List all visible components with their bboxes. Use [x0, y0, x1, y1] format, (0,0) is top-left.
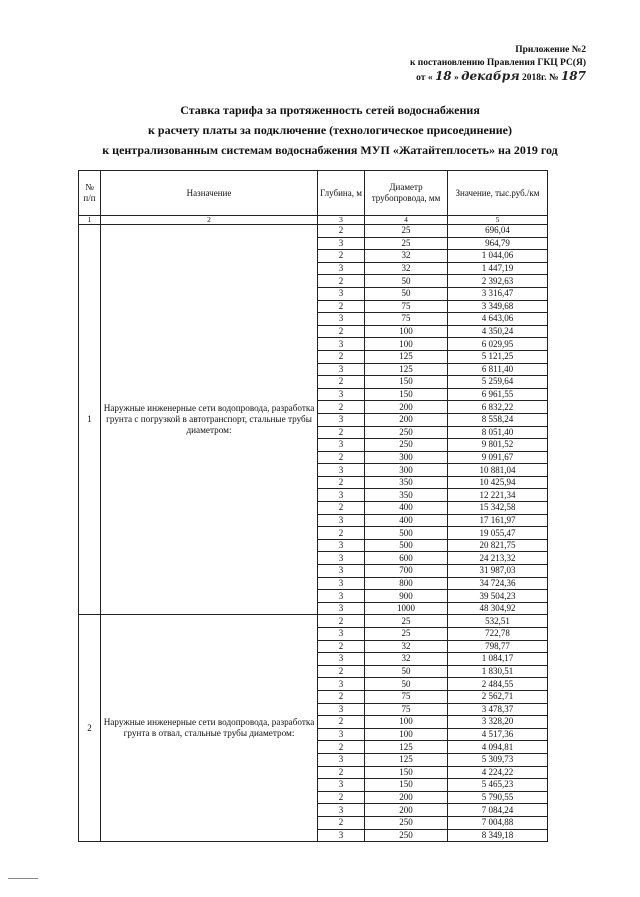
depth-cell: 3 [318, 577, 365, 590]
value-cell: 3 478,37 [448, 703, 548, 716]
diameter-cell: 350 [365, 476, 448, 489]
depth-cell: 2 [318, 716, 365, 729]
value-cell: 1 830,51 [448, 665, 548, 678]
depth-cell: 2 [318, 250, 365, 263]
date-year: 2018г. № [522, 73, 559, 83]
value-cell: 964,79 [448, 237, 548, 250]
header-purpose: Назначение [101, 171, 318, 216]
depth-cell: 3 [318, 313, 365, 326]
depth-cell: 3 [318, 539, 365, 552]
depth-cell: 2 [318, 225, 365, 238]
group-number: 1 [79, 225, 101, 615]
depth-cell: 3 [318, 678, 365, 691]
diameter-cell: 25 [365, 237, 448, 250]
col-number: 2 [101, 216, 318, 225]
depth-cell: 2 [318, 640, 365, 653]
depth-cell: 3 [318, 703, 365, 716]
date-month: декабря [461, 69, 520, 83]
value-cell: 9 801,52 [448, 439, 548, 452]
value-cell: 4 350,24 [448, 325, 548, 338]
depth-cell: 3 [318, 388, 365, 401]
diameter-cell: 350 [365, 489, 448, 502]
depth-cell: 2 [318, 816, 365, 829]
depth-cell: 2 [318, 325, 365, 338]
depth-cell: 2 [318, 275, 365, 288]
diameter-cell: 75 [365, 300, 448, 313]
depth-cell: 3 [318, 628, 365, 641]
col-number: 3 [318, 216, 365, 225]
value-cell: 24 213,32 [448, 552, 548, 565]
diameter-cell: 150 [365, 766, 448, 779]
diameter-cell: 300 [365, 451, 448, 464]
value-cell: 4 224,22 [448, 766, 548, 779]
appendix-header [410, 44, 586, 85]
appendix-label: Приложение №2 [515, 45, 586, 55]
value-cell: 34 724,36 [448, 577, 548, 590]
header-diameter: Диаметр трубопровода, мм [365, 171, 448, 216]
depth-cell: 3 [318, 464, 365, 477]
value-cell: 3 316,47 [448, 287, 548, 300]
title-line-3: к централизованным системам водоснабжения МУП «Жатайтеплосеть» на 2019 год [102, 143, 558, 157]
value-cell: 6 811,40 [448, 363, 548, 376]
depth-cell: 3 [318, 413, 365, 426]
diameter-cell: 250 [365, 816, 448, 829]
depth-cell: 3 [318, 804, 365, 817]
depth-cell: 3 [318, 552, 365, 565]
decree-date-line [416, 70, 586, 85]
diameter-cell: 125 [365, 350, 448, 363]
depth-cell: 2 [318, 741, 365, 754]
diameter-cell: 50 [365, 678, 448, 691]
value-cell: 6 961,55 [448, 388, 548, 401]
depth-cell: 2 [318, 401, 365, 414]
depth-cell: 3 [318, 829, 365, 842]
diameter-cell: 150 [365, 388, 448, 401]
diameter-cell: 400 [365, 514, 448, 527]
depth-cell: 2 [318, 426, 365, 439]
depth-cell: 3 [318, 237, 365, 250]
value-cell: 39 504,23 [448, 590, 548, 603]
depth-cell: 3 [318, 363, 365, 376]
value-cell: 12 221,34 [448, 489, 548, 502]
diameter-cell: 50 [365, 275, 448, 288]
col-number: 5 [448, 216, 548, 225]
col-number: 1 [79, 216, 101, 225]
diameter-cell: 125 [365, 363, 448, 376]
value-cell: 2 392,63 [448, 275, 548, 288]
diameter-cell: 1000 [365, 602, 448, 615]
value-cell: 696,04 [448, 225, 548, 238]
depth-cell: 3 [318, 565, 365, 578]
depth-cell: 2 [318, 527, 365, 540]
diameter-cell: 250 [365, 829, 448, 842]
date-day: 18 [434, 69, 452, 83]
depth-cell: 2 [318, 766, 365, 779]
title-line-2: к расчету платы за подключение (технологическое присоединение) [147, 123, 513, 137]
table-row [79, 615, 548, 628]
diameter-cell: 25 [365, 615, 448, 628]
col-number: 4 [365, 216, 448, 225]
value-cell: 4 094,81 [448, 741, 548, 754]
value-cell: 19 055,47 [448, 527, 548, 540]
decree-line: к постановлению Правления ГКЦ РС(Я) [409, 58, 586, 68]
value-cell: 8 558,24 [448, 413, 548, 426]
depth-cell: 2 [318, 665, 365, 678]
group-description: Наружные инженерные сети водопровода, разработка грунта в отвал, стальные трубы диаметром: [101, 615, 318, 842]
depth-cell: 2 [318, 376, 365, 389]
depth-cell: 2 [318, 451, 365, 464]
date-prefix: от « [416, 73, 433, 83]
tariff-table [78, 170, 548, 842]
decree-number: 187 [560, 69, 586, 83]
value-cell: 48 304,92 [448, 602, 548, 615]
table-body [79, 225, 548, 842]
value-cell: 4 517,36 [448, 728, 548, 741]
value-cell: 4 643,06 [448, 313, 548, 326]
title-line-1: Ставка тарифа за протяженность сетей водоснабжения [180, 103, 480, 117]
depth-cell: 3 [318, 753, 365, 766]
value-cell: 1 044,06 [448, 250, 548, 263]
diameter-cell: 32 [365, 640, 448, 653]
diameter-cell: 200 [365, 791, 448, 804]
value-cell: 20 821,75 [448, 539, 548, 552]
diameter-cell: 50 [365, 287, 448, 300]
depth-cell: 2 [318, 791, 365, 804]
depth-cell: 3 [318, 287, 365, 300]
value-cell: 532,51 [448, 615, 548, 628]
diameter-cell: 900 [365, 590, 448, 603]
value-cell: 7 004,88 [448, 816, 548, 829]
value-cell: 8 051,40 [448, 426, 548, 439]
diameter-cell: 32 [365, 653, 448, 666]
diameter-cell: 200 [365, 413, 448, 426]
depth-cell: 2 [318, 300, 365, 313]
diameter-cell: 200 [365, 804, 448, 817]
value-cell: 8 349,18 [448, 829, 548, 842]
diameter-cell: 50 [365, 665, 448, 678]
value-cell: 722,78 [448, 628, 548, 641]
depth-cell: 3 [318, 728, 365, 741]
diameter-cell: 100 [365, 716, 448, 729]
diameter-cell: 400 [365, 502, 448, 515]
value-cell: 5 309,73 [448, 753, 548, 766]
diameter-cell: 75 [365, 690, 448, 703]
diameter-cell: 32 [365, 262, 448, 275]
value-cell: 6 029,95 [448, 338, 548, 351]
value-cell: 9 091,67 [448, 451, 548, 464]
value-cell: 17 161,97 [448, 514, 548, 527]
depth-cell: 3 [318, 489, 365, 502]
value-cell: 7 084,24 [448, 804, 548, 817]
value-cell: 10 425,94 [448, 476, 548, 489]
header-depth: Глубина, м [318, 171, 365, 216]
diameter-cell: 25 [365, 628, 448, 641]
footer-divider [8, 878, 38, 879]
value-cell: 2 562,71 [448, 690, 548, 703]
header-num: № п/п [79, 171, 101, 216]
diameter-cell: 125 [365, 753, 448, 766]
depth-cell: 3 [318, 338, 365, 351]
value-cell: 10 881,04 [448, 464, 548, 477]
depth-cell: 3 [318, 439, 365, 452]
diameter-cell: 500 [365, 539, 448, 552]
value-cell: 1 447,19 [448, 262, 548, 275]
depth-cell: 3 [318, 602, 365, 615]
value-cell: 3 328,20 [448, 716, 548, 729]
diameter-cell: 100 [365, 325, 448, 338]
value-cell: 5 465,23 [448, 779, 548, 792]
diameter-cell: 150 [365, 779, 448, 792]
value-cell: 2 484,55 [448, 678, 548, 691]
depth-cell: 2 [318, 350, 365, 363]
depth-cell: 2 [318, 502, 365, 515]
date-mid: » [454, 73, 459, 83]
depth-cell: 2 [318, 476, 365, 489]
table-row [79, 225, 548, 238]
value-cell: 3 349,68 [448, 300, 548, 313]
diameter-cell: 250 [365, 426, 448, 439]
depth-cell: 3 [318, 262, 365, 275]
diameter-cell: 500 [365, 527, 448, 540]
group-number: 2 [79, 615, 101, 842]
diameter-cell: 700 [365, 565, 448, 578]
diameter-cell: 75 [365, 703, 448, 716]
group-description: Наружные инженерные сети водопровода, разработка грунта с погрузкой в автотранспорт, стальные трубы диаметром: [101, 225, 318, 615]
diameter-cell: 200 [365, 401, 448, 414]
diameter-cell: 25 [365, 225, 448, 238]
diameter-cell: 100 [365, 728, 448, 741]
value-cell: 5 121,25 [448, 350, 548, 363]
diameter-cell: 300 [365, 464, 448, 477]
diameter-cell: 600 [365, 552, 448, 565]
diameter-cell: 32 [365, 250, 448, 263]
table-header-row [79, 171, 548, 216]
value-cell: 1 084,17 [448, 653, 548, 666]
value-cell: 15 342,58 [448, 502, 548, 515]
document-title [60, 100, 600, 160]
diameter-cell: 150 [365, 376, 448, 389]
depth-cell: 3 [318, 590, 365, 603]
depth-cell: 3 [318, 779, 365, 792]
value-cell: 5 790,55 [448, 791, 548, 804]
diameter-cell: 250 [365, 439, 448, 452]
depth-cell: 3 [318, 514, 365, 527]
column-number-row [79, 216, 548, 225]
diameter-cell: 75 [365, 313, 448, 326]
header-value: Значение, тыс.руб./км [448, 171, 548, 216]
value-cell: 5 259,64 [448, 376, 548, 389]
diameter-cell: 125 [365, 741, 448, 754]
value-cell: 6 832,22 [448, 401, 548, 414]
diameter-cell: 800 [365, 577, 448, 590]
depth-cell: 2 [318, 690, 365, 703]
value-cell: 31 987,03 [448, 565, 548, 578]
depth-cell: 3 [318, 653, 365, 666]
value-cell: 798,77 [448, 640, 548, 653]
depth-cell: 2 [318, 615, 365, 628]
diameter-cell: 100 [365, 338, 448, 351]
